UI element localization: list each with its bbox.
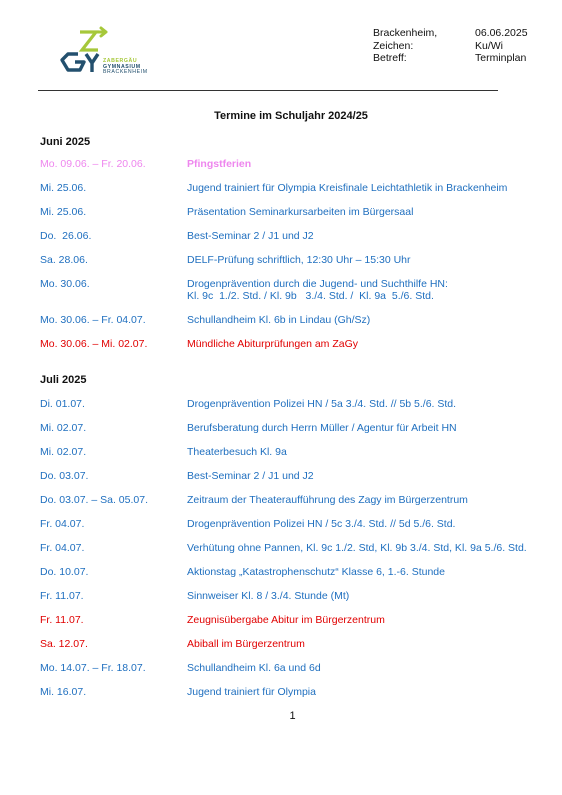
entry-text: DELF-Prüfung schriftlich, 12:30 Uhr – 15:30 Uhr	[187, 254, 411, 266]
entry-date: Do. 10.07.	[40, 566, 89, 578]
header-place: Brackenheim,	[373, 27, 438, 39]
entry-date: Mi. 16.07.	[40, 686, 87, 698]
entry-text: Schullandheim Kl. 6b in Lindau (Gh/Sz)	[187, 314, 371, 326]
header-divider	[38, 90, 498, 91]
header-subject-label: Betreff:	[373, 52, 407, 64]
entry-text: Best-Seminar 2 / J1 und J2	[187, 230, 314, 242]
entry-text: Drogenprävention Polizei HN / 5a 3./4. Std. // 5b 5./6. Std.	[187, 398, 457, 410]
logo-text-line2: GYMNASIUM	[103, 63, 141, 70]
section-heading-july: Juli 2025	[40, 374, 87, 386]
entry-date: Fr. 04.07.	[40, 518, 85, 530]
logo-g-mark	[62, 54, 84, 70]
entry-date: Fr. 04.07.	[40, 542, 85, 554]
entry-date: Fr. 11.07.	[40, 590, 84, 602]
page-number: 1	[289, 710, 296, 722]
entry-date: Mi. 25.06.	[40, 182, 87, 194]
entry-text: Präsentation Seminarkursarbeiten im Bürgersaal	[187, 206, 414, 218]
entry-text: Berufsberatung durch Herrn Müller / Agentur für Arbeit HN	[187, 422, 457, 434]
header-row-subject	[373, 52, 528, 65]
entry-text: Pfingstferien	[187, 158, 252, 170]
header-sign-label: Zeichen:	[373, 39, 414, 52]
entry-text: Zeitraum der Theateraufführung des Zagy im Bürgerzentrum	[187, 494, 468, 506]
entry-date: Fr. 11.07.	[40, 614, 84, 626]
header-date: 06.06.2025	[475, 27, 528, 39]
header-row-sign	[373, 40, 528, 53]
entry-text: Abiball im Bürgerzentrum	[187, 638, 305, 650]
entry-date: Mo. 30.06.	[40, 278, 90, 290]
entry-date: Do. 03.07.	[40, 470, 89, 482]
logo-z-mark	[80, 32, 98, 50]
entry-text: Mündliche Abiturprüfungen am ZaGy	[187, 338, 359, 350]
entry-date: Mi. 02.07.	[40, 422, 87, 434]
entry-text: Verhütung ohne Pannen, Kl. 9c 1./2. Std, Kl. 9b 3./4. Std, Kl. 9a 5./6. Std.	[187, 542, 527, 554]
entry-date: Mi. 25.06.	[40, 206, 87, 218]
header-row-place-date	[373, 27, 528, 40]
logo-y-mark	[86, 54, 98, 72]
logo-text-line1: ZABERGÄU	[103, 58, 138, 64]
entry-date: Mo. 30.06. – Fr. 04.07.	[40, 314, 146, 326]
entry-date: Sa. 12.07.	[40, 638, 88, 650]
entry-date: Di. 01.07.	[40, 398, 85, 410]
entry-text: Jugend trainiert für Olympia	[187, 686, 316, 698]
entry-date: Mo. 14.07. – Fr. 18.07.	[40, 662, 146, 674]
entry-text: Theaterbesuch Kl. 9a	[187, 446, 287, 458]
entry-text: Schullandheim Kl. 6a und 6d	[187, 662, 321, 674]
entry-text: Aktionstag „Katastrophenschutz“ Klasse 6, 1.-6. Stunde	[187, 566, 445, 578]
entry-date: Do. 03.07. – Sa. 05.07.	[40, 494, 148, 506]
entry-date: Sa. 28.06.	[40, 254, 88, 266]
entry-text: Best-Seminar 2 / J1 und J2	[187, 470, 314, 482]
entry-text: Drogenprävention Polizei HN / 5c 3./4. Std. // 5d 5./6. Std.	[187, 518, 456, 530]
header-subject-value: Terminplan	[475, 52, 527, 64]
entry-date: Mo. 09.06. – Fr. 20.06.	[40, 158, 146, 170]
entry-date: Do. 26.06.	[40, 230, 92, 242]
letter-header	[373, 27, 528, 65]
entry-text: Zeugnisübergabe Abitur im Bürgerzentrum	[187, 614, 385, 626]
entry-text: Sinnweiser Kl. 8 / 3./4. Stunde (Mt)	[187, 590, 350, 602]
section-heading-june: Juni 2025	[40, 136, 91, 148]
entry-text-line2: Kl. 9c 1./2. Std. / Kl. 9b 3./4. Std. / Kl. 9a 5./6. Std.	[187, 290, 434, 302]
entry-date: Mo. 30.06. – Mi. 02.07.	[40, 338, 148, 350]
header-sign-value: Ku/Wi	[475, 39, 504, 52]
entry-date: Mi. 02.07.	[40, 446, 87, 458]
logo-text-line3: BRACKENHEIM	[103, 69, 148, 75]
entry-text: Drogenprävention durch die Jugend- und Suchthilfe HN:	[187, 278, 448, 290]
entry-text: Jugend trainiert für Olympia Kreisfinale Leichtathletik in Brackenheim	[187, 182, 508, 194]
document-title: Termine im Schuljahr 2024/25	[214, 110, 368, 122]
